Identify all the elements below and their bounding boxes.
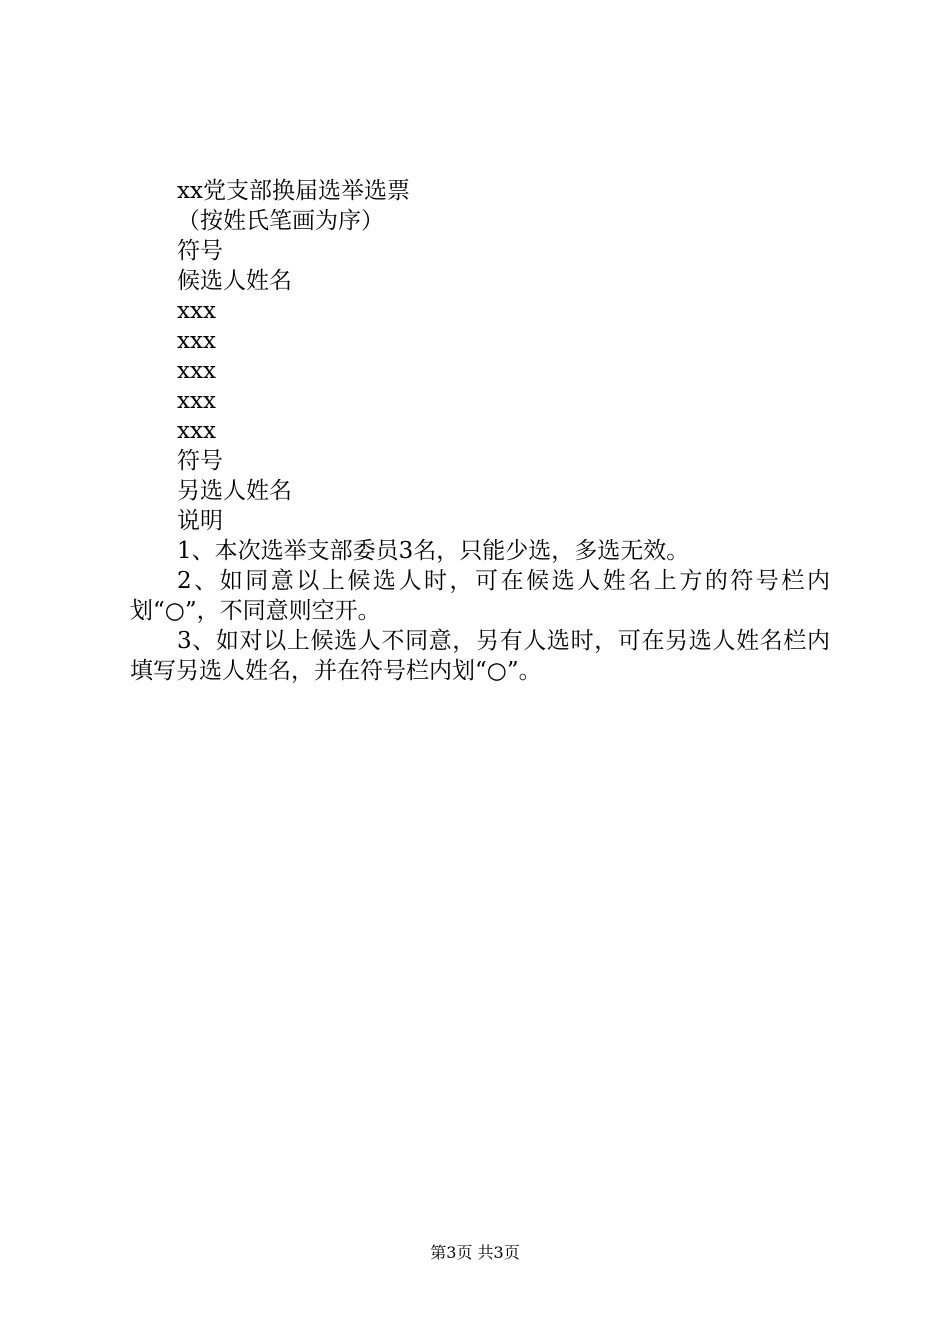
candidate-name: xxx <box>177 388 216 414</box>
page-indicator: 第3页 共3页 <box>430 1243 520 1262</box>
ballot-title: xx党支部换届选举选票 <box>177 178 410 204</box>
ballot-subtitle: （按姓氏笔画为序） <box>177 208 384 234</box>
candidate-name: xxx <box>177 328 216 354</box>
candidate-name: xxx <box>177 418 216 444</box>
note-item-1: 1、本次选举支部委员3名，只能少选，多选无效。 <box>177 538 690 564</box>
page-footer <box>0 1243 950 1263</box>
document-body <box>130 176 830 686</box>
candidate-name: xxx <box>177 358 216 384</box>
alternate-name-header: 另选人姓名 <box>177 478 292 504</box>
note-item-3: 3、如对以上候选人不同意，另有人选时，可在另选人姓名栏内填写另选人姓名，并在符号栏内划“○”。 <box>130 628 830 684</box>
candidate-symbol-header: 符号 <box>177 238 223 264</box>
note-item-2: 2、如同意以上候选人时，可在候选人姓名上方的符号栏内划“○”，不同意则空开。 <box>130 568 830 624</box>
alternate-symbol-header: 符号 <box>177 448 223 474</box>
candidate-name: xxx <box>177 298 216 324</box>
notes-heading: 说明 <box>177 508 223 534</box>
candidate-name-header: 候选人姓名 <box>177 268 292 294</box>
